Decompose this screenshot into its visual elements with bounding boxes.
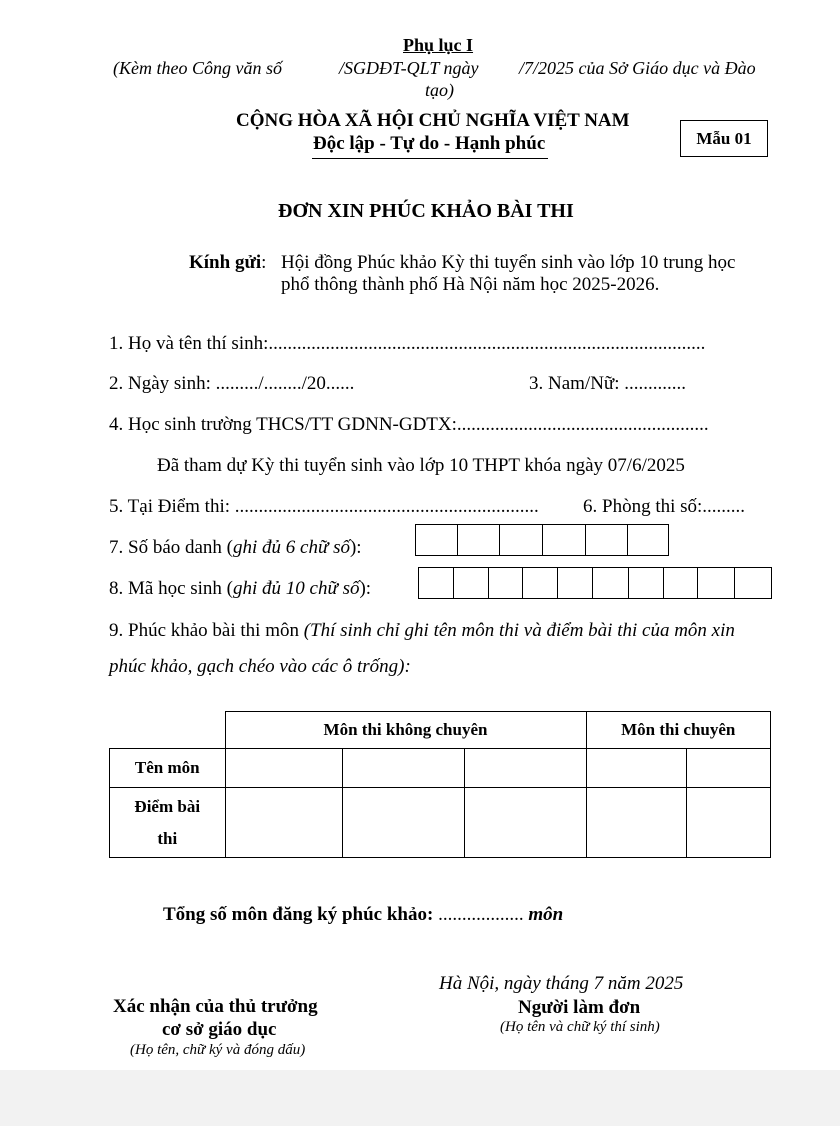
page-bottom-background: [0, 1070, 840, 1126]
appendix-title: Phụ lục I: [403, 35, 474, 55]
field-full-name[interactable]: 1. Họ và tên thí sinh:............................................................................................: [109, 333, 706, 354]
reference-part-3: /7/2025 của Sở Giáo dục và Đào: [519, 58, 756, 78]
subject-name-cell[interactable]: [464, 749, 586, 788]
subject-name-cell[interactable]: [686, 749, 771, 788]
field-school[interactable]: 4. Học sinh trường THCS/TT GDNN-GDTX:.....................................................: [109, 414, 709, 435]
candidate-number-boxes[interactable]: [415, 524, 669, 556]
subject-score-cell[interactable]: [686, 788, 771, 858]
addressee-line-1: Hội đồng Phúc khảo Kỳ thi tuyển sinh vào lớp 10 trung học: [281, 252, 736, 273]
addressee-line-2: phổ thông thành phố Hà Nội năm học 2025-2026.: [281, 274, 660, 295]
applicant-signature-note: (Họ tên và chữ ký thí sinh): [500, 1019, 660, 1035]
confirmation-signature-note: (Họ tên, chữ ký và đóng dấu): [130, 1042, 306, 1058]
form-title: ĐƠN XIN PHÚC KHẢO BÀI THI: [278, 200, 574, 222]
subject-name-cell[interactable]: [342, 749, 464, 788]
field-candidate-number-label: 7. Số báo danh (ghi đủ 6 chữ số):: [109, 537, 362, 558]
row-label-score: Điểm bài thi: [110, 788, 226, 858]
total-subjects-line[interactable]: Tổng số môn đăng ký phúc khảo: .................. môn: [163, 904, 564, 925]
reference-line-2: tạo): [425, 80, 454, 100]
subject-name-cell[interactable]: [225, 749, 342, 788]
addressee-label-wrap: Kính gửi:: [189, 252, 267, 273]
field-exam-site[interactable]: 5. Tại Điểm thi: ................................................................: [109, 496, 539, 517]
subject-score-cell[interactable]: [225, 788, 342, 858]
field-exam-room[interactable]: 6. Phòng thi số:.........: [583, 496, 746, 517]
confirmation-title-line-2: cơ sở giáo dục: [162, 1019, 277, 1040]
subject-score-cell[interactable]: [586, 788, 686, 858]
review-subject-table: [109, 711, 771, 858]
place-and-date: Hà Nội, ngày tháng 7 năm 2025: [439, 973, 684, 994]
subject-score-cell[interactable]: [464, 788, 586, 858]
reference-part-2: /SGDĐT-QLT ngày: [339, 58, 479, 78]
reference-part-1: (Kèm theo Công văn số: [113, 58, 282, 78]
header-nonspecialized: Môn thi không chuyên: [225, 712, 586, 749]
exam-attendance-note: Đã tham dự Kỳ thi tuyển sinh vào lớp 10 THPT khóa ngày 07/6/2025: [157, 455, 685, 476]
confirmation-title-line-1: Xác nhận của thủ trưởng: [113, 996, 318, 1017]
field-gender[interactable]: 3. Nam/Nữ: .............: [529, 373, 687, 394]
row-label-subject: Tên môn: [110, 749, 226, 788]
national-motto: Độc lập - Tự do - Hạnh phúc: [313, 133, 546, 154]
table-corner-cell: [110, 712, 226, 749]
field-date-of-birth[interactable]: 2. Ngày sinh: ........./......../20......: [109, 373, 355, 394]
field-review-subjects-label: 9. Phúc khảo bài thi môn (Thí sinh chỉ ghi tên môn thi và điểm bài thi của môn xin: [109, 620, 735, 641]
field-student-code-label: 8. Mã học sinh (ghi đủ 10 chữ số):: [109, 578, 372, 599]
motto-underline: [312, 158, 548, 159]
form-code-box: Mẫu 01: [680, 120, 768, 157]
country-name: CỘNG HÒA XÃ HỘI CHỦ NGHĨA VIỆT NAM: [236, 110, 630, 131]
applicant-title: Người làm đơn: [518, 997, 641, 1018]
subject-score-cell[interactable]: [342, 788, 464, 858]
field-review-subjects-note: phúc khảo, gạch chéo vào các ô trống):: [109, 656, 411, 677]
student-code-boxes[interactable]: [418, 567, 772, 599]
addressee-label: Kính gửi: [189, 252, 262, 273]
header-specialized: Môn thi chuyên: [586, 712, 771, 749]
subject-name-cell[interactable]: [586, 749, 686, 788]
